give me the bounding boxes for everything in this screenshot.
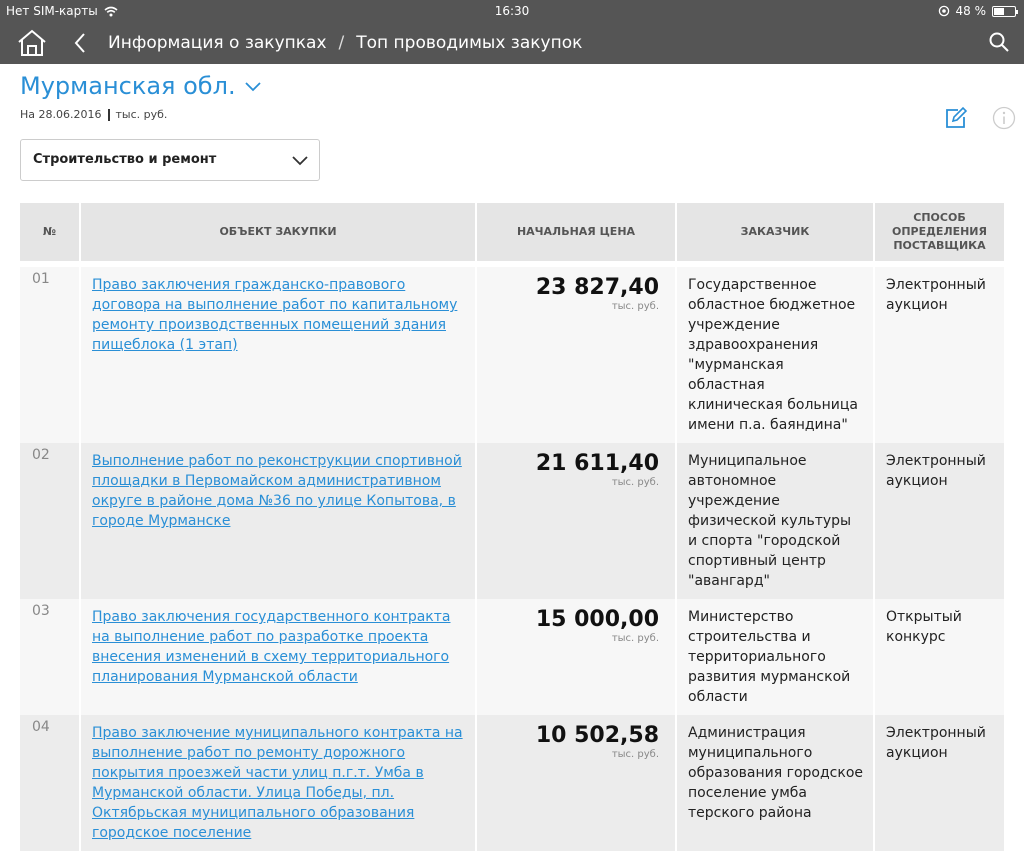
breadcrumb-separator: / (338, 33, 345, 53)
customer-name: Муниципальное автономное учреждение физической культуры и спорта "городской спортивный центр "авангард" (676, 443, 874, 599)
chevron-down-icon (244, 80, 262, 92)
date-label: На 28.06.2016 (20, 108, 102, 121)
row-number: 03 (20, 599, 80, 715)
table-row (20, 599, 1004, 715)
column-header-num: № (20, 203, 80, 261)
breadcrumb-item-top: Топ проводимых закупок (356, 33, 583, 53)
column-header-customer: ЗАКАЗЧИК (676, 203, 874, 261)
customer-name: Администрация муниципального образования городское поселение умба терского района (676, 715, 874, 851)
procurement-link[interactable]: Право заключение муниципального контракта на выполнение работ по ремонту дорожного покрытия проезжей части улиц п.г.т. Умба в Мурманской области. Улица Победы, пл. Октябрьская муниципального образования городское поселение (92, 725, 463, 841)
row-number: 01 (20, 267, 80, 443)
row-number: 04 (20, 715, 80, 851)
breadcrumb-item-info[interactable]: Информация о закупках (108, 33, 327, 53)
price-value: 10 502,58 (535, 723, 659, 748)
procurement-link[interactable]: Выполнение работ по реконструкции спортивной площадки в Первомайском административном округе в районе дома №36 по улице Копытова, в городе Мурманске (92, 453, 462, 529)
price-value: 23 827,40 (535, 275, 659, 300)
battery-fill (994, 8, 1004, 15)
procurement-table (20, 203, 1004, 851)
procurement-link[interactable]: Право заключения гражданско-правового договора на выполнение работ по капитальному ремонту производственных помещений здания пищеблока (1 этап) (92, 277, 458, 353)
search-icon[interactable] (988, 31, 1010, 53)
carrier-label: Нет SIM-карты (6, 4, 98, 18)
date-line (20, 108, 167, 121)
price-unit: тыс. руб. (611, 301, 659, 312)
table-header-row (20, 203, 1004, 261)
table-row (20, 715, 1004, 851)
edit-icon[interactable] (944, 106, 968, 130)
method-value: Электронный аукцион (874, 715, 1004, 851)
price-unit: тыс. руб. (611, 633, 659, 644)
status-right (938, 4, 1017, 18)
orientation-lock-icon (938, 5, 950, 17)
customer-name: Государственное областное бюджетное учреждение здравоохранения "мурманская областная клиническая больница имени п.а. баяндина" (676, 267, 874, 443)
column-header-object: ОБЪЕКТ ЗАКУПКИ (80, 203, 476, 261)
price-unit: тыс. руб. (611, 477, 659, 488)
info-icon[interactable] (992, 106, 1016, 130)
battery-icon (992, 6, 1016, 17)
breadcrumb (108, 33, 582, 53)
method-value: Электронный аукцион (874, 267, 1004, 443)
back-chevron-icon[interactable] (70, 30, 90, 56)
region-title: Мурманская обл. (20, 72, 236, 100)
column-header-price: НАЧАЛЬНАЯ ЦЕНА (476, 203, 676, 261)
unit-label: тыс. руб. (115, 108, 168, 121)
chevron-down-icon (291, 152, 309, 170)
method-value: Электронный аукцион (874, 443, 1004, 599)
method-value: Открытый конкурс (874, 599, 1004, 715)
table-row (20, 267, 1004, 443)
nav-bar (0, 22, 1024, 64)
category-select-value: Строительство и ремонт (33, 152, 217, 167)
status-time: 16:30 (494, 4, 530, 18)
price-value: 15 000,00 (535, 607, 659, 632)
status-bar (0, 0, 1024, 22)
procurement-link[interactable]: Право заключения государственного контракта на выполнение работ по разработке проекта внесения изменений в схему территориального планирования Мурманской области (92, 609, 451, 685)
customer-name: Министерство строительства и территориального развития мурманской области (676, 599, 874, 715)
column-header-method: СПОСОБ ОПРЕДЕЛЕНИЯ ПОСТАВЩИКА (874, 203, 1004, 261)
battery-percent: 48 % (955, 4, 986, 18)
row-number: 02 (20, 443, 80, 599)
table-row (20, 443, 1004, 599)
price-unit: тыс. руб. (611, 749, 659, 760)
home-icon[interactable] (16, 28, 48, 58)
region-selector[interactable] (20, 72, 262, 100)
price-value: 21 611,40 (535, 451, 659, 476)
divider (108, 109, 110, 121)
category-select[interactable] (20, 139, 320, 181)
